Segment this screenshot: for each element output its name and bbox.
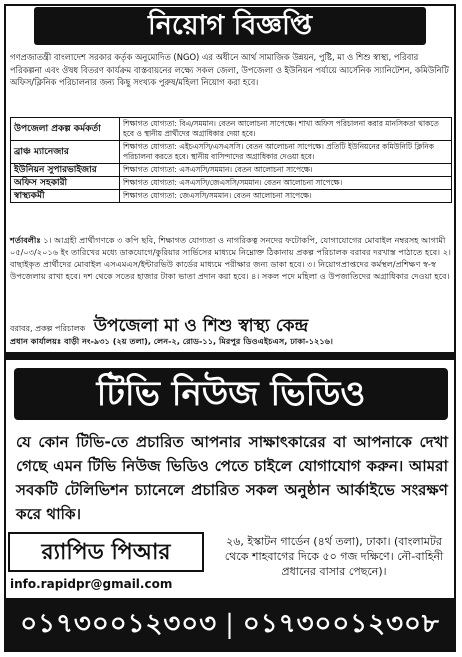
table-row <box>11 118 452 141</box>
notice-title: নিয়োগ বিজ্ঞপ্তি <box>34 7 426 45</box>
job-position: অফিস সহকারী <box>11 177 120 190</box>
ad-body: যে কোন টিভি-তে প্রচারিত আপনার সাক্ষাৎকারের বা আপনাকে দেখা গেছে এমন টিভি নিউজ ভিডিও পেতে চাইলে যোগাযোগ করুন। আমরা সবকটি টেলিভিশন চ্যানেলে প্রচারিত সকল অনুষ্ঠান আর্কাইভে সংরক্ষণ করে থাকি। <box>16 433 448 523</box>
job-details: শিক্ষাগত যোগ্যতা: এসএসসি/জেএসসি/সমমান। বেতন আলোচনা সাপেক্ষে। <box>120 177 452 190</box>
table-row <box>11 141 452 164</box>
phone-banner <box>4 598 456 652</box>
ad-title: টিভি নিউজ ভিডিও <box>14 368 448 420</box>
table-row <box>11 177 452 190</box>
table-row <box>11 190 452 203</box>
phone-separator: | <box>225 610 235 640</box>
section-divider <box>4 352 456 360</box>
table-row <box>11 164 452 177</box>
conditions-label: শর্তাবলীঃ <box>10 235 41 245</box>
office-address: প্রধান কার্যালয়ঃ বাড়ী নং-৯৩১ (২য় তলা), লেন-২, রোড-১১, মিরপুর ডিওএইচএস, ঢাকা-১২১৬। <box>10 336 333 346</box>
conditions-block <box>10 234 452 282</box>
organization-name: উপজেলা মা ও শিশু স্বাস্থ্য কেন্দ্র <box>93 316 309 336</box>
job-details: শিক্ষাগত যোগ্যতা: এইচএসসি/এসএসসি। বেতন আলোচনা সাপেক্ষে। প্রতিটি ইউনিয়নের কমিউনিটি ক্লিনিক পরিচালনা করতে হবে। স্থানীয় বাসিন্দাদের অগ্রাধিকার দেওয়া হবে। <box>120 141 452 164</box>
notice-intro: গণপ্রজাতন্ত্রী বাংলাদেশ সরকার কর্তৃক অনুমোদিত (NGO) এর অধীনে আর্থ সামাজিক উন্নয়ন, পুষ্টি, মা ও শিশু স্বাস্থ্য, পরিবার পরিকল্পনা এবং ঔষধ বিতরণ কার্যক্রম বাস্তবায়নের লক্ষ্যে সকল জেলা, উপজেলা ও ইউনিয়ন পর্যায়ে আর্সেনিক স্যানিটেশন, কমিউনিটি অফিস/ক্লিনিক পরিচালনার জন্য কিছু সংখ্যক পুরুষ/মহিলা নিয়োগ করা হবে। <box>10 52 449 87</box>
jobs-table <box>10 117 452 203</box>
job-position: ইউনিয়ন সুপারভাইজার <box>11 164 120 177</box>
phone-number[interactable]: ০১৭৩০০১২৩০৩ <box>20 609 218 639</box>
job-details: শিক্ষাগত যোগ্যতা: এসএসসি/সমমান। বেতন আলোচনা সাপেক্ষে। <box>120 164 452 177</box>
addressee-prefix: বরাবর, প্রকল্প পরিচালক <box>10 324 86 333</box>
job-position: স্বাস্থ্যকর্মী <box>11 190 120 203</box>
phone-number[interactable]: ০১৭৩০০১২৩০৮ <box>242 609 440 639</box>
brand-name: র‌্যাপিড পিআর <box>8 532 204 572</box>
job-position: ব্রাঞ্চ ম্যানেজার <box>11 141 120 164</box>
conditions-text: ১। আগ্রহী প্রার্থীগণকে ৩ কপি ছবি, শিক্ষাগত যোগ্যতা ও নাগরিকত্ব সনদের ফটোকপি, যোগাযোগের মোবাইল নম্বরসহ আগামী ০৫/০৩/২০১৬ ইং তারিখের মধ্যে ডাকযোগে/কুরিয়ার সার্ভিসের মাধ্যমে নিম্নোক্ত ঠিকানায় প্রকল্প পরিচালক বরাবর দরখাস্ত পাঠাতে হবে। ২। বাছাইকৃত প্রার্থীদের মোবাইল এসএমএস/ইন্টারভিউ কার্ডের মাধ্যমে পরীক্ষার জন্য ডাকা হবে। ৩। নিয়োগপ্রাপ্তদের কর্মস্থল/প্রশিক্ষণ স্ব-স্ব উপজেলায় রাখা হবে। দশ থেকে সতের হাজার টাকা ভাতা প্রদান করা হবে। ৪। সকল পদে মহিলা ও উপজাতিদের অগ্রাধিকার দেওয়া হবে। <box>10 235 451 281</box>
contact-email[interactable]: info.rapidpr@gmail.com <box>10 577 173 591</box>
job-position: উপজেলা প্রকল্প কর্মকর্তা <box>11 118 120 141</box>
job-details: শিক্ষাগত যোগ্যতা: বিএ/সমমান। বেতন আলোচনা সাপেক্ষে। শাখা অফিস পরিচালনা করার মানসিকতা থাকতে হবে ও স্থানীয় প্রার্থীদের অগ্রাধিকার দেয়া হবে। <box>120 118 452 141</box>
ad-address: ২৬, ইস্কাটন গার্ডেন (৪র্থ তলা), ঢাকা। (বাংলামটর থেকে শাহবাগের দিকে ৫০ গজ দক্ষিণে। নৌ-বাহিনী প্রধানের বাসার পেছনে)। <box>224 535 444 578</box>
job-details: শিক্ষাগত যোগ্যতা: জেএসসি/সমমান। বেতন আলোচনা সাপেক্ষে। <box>120 190 452 203</box>
